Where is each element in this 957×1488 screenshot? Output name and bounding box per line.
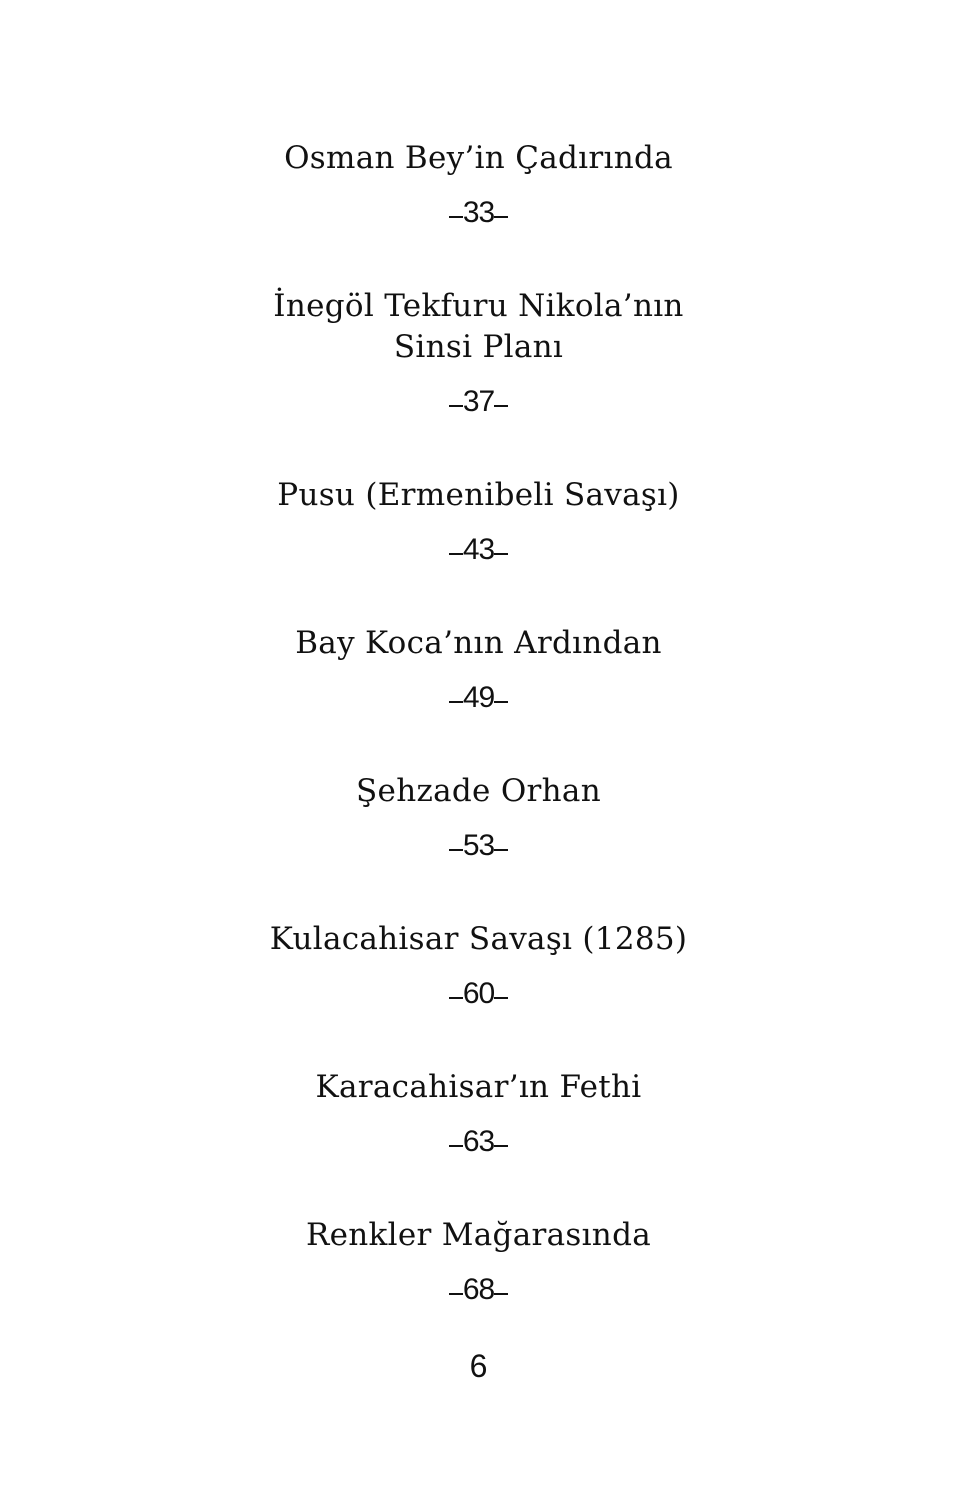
- dash-left: [449, 1293, 463, 1295]
- toc-entry-page: [0, 532, 957, 568]
- dash-right: [494, 553, 508, 555]
- toc-entry-page-number: 49: [462, 681, 495, 714]
- dash-right: [494, 216, 508, 218]
- toc-entry-page-number: 68: [462, 1273, 495, 1306]
- toc-entry-page: [0, 680, 957, 716]
- toc-entry-title: [0, 1067, 957, 1108]
- dash-right: [494, 997, 508, 999]
- toc-entry: [0, 475, 957, 568]
- toc-entry-page: [0, 828, 957, 864]
- toc-entry-page: [0, 1272, 957, 1308]
- toc-entry-title: [0, 1215, 957, 1256]
- toc-entry-title-line: Renkler Mağarasında: [305, 1217, 652, 1253]
- toc-entry: [0, 623, 957, 716]
- page-number: 6: [469, 1348, 488, 1384]
- toc-entry-page-number: 37: [462, 385, 495, 418]
- dash-left: [449, 1145, 463, 1147]
- toc-entry-title-line: İnegöl Tekfuru Nikola’nın: [273, 288, 684, 324]
- dash-right: [494, 405, 508, 407]
- toc-entry: [0, 286, 957, 420]
- toc-entry-title-line: Şehzade Orhan: [356, 773, 601, 809]
- toc-entry-page-number: 43: [462, 533, 495, 566]
- dash-left: [449, 997, 463, 999]
- toc-entry-page: [0, 384, 957, 420]
- table-of-contents: [0, 138, 957, 1308]
- dash-right: [494, 1145, 508, 1147]
- toc-entry-title-line: Karacahisar’ın Fethi: [315, 1069, 642, 1105]
- toc-entry-page-number: 33: [462, 196, 495, 229]
- toc-entry-title: [0, 919, 957, 960]
- toc-entry-title-line: Pusu (Ermenibeli Savaşı): [277, 477, 680, 513]
- toc-entry-title: [0, 771, 957, 812]
- toc-entry-title-line: Kulacahisar Savaşı (1285): [269, 921, 688, 957]
- toc-entry-page: [0, 976, 957, 1012]
- dash-left: [449, 216, 463, 218]
- toc-entry-title-line: Osman Bey’in Çadırında: [284, 140, 673, 176]
- toc-entry-page: [0, 1124, 957, 1160]
- toc-entry-page: [0, 195, 957, 231]
- dash-left: [449, 701, 463, 703]
- dash-right: [494, 701, 508, 703]
- dash-left: [449, 553, 463, 555]
- toc-entry: [0, 1215, 957, 1308]
- toc-entry-page-number: 63: [462, 1125, 495, 1158]
- dash-left: [449, 405, 463, 407]
- toc-entry-page-number: 53: [462, 829, 495, 862]
- toc-entry-page-number: 60: [462, 977, 495, 1010]
- dash-right: [494, 1293, 508, 1295]
- toc-entry-title: [0, 138, 957, 179]
- toc-entry-title: [0, 286, 957, 368]
- toc-entry-title: [0, 475, 957, 516]
- dash-right: [494, 849, 508, 851]
- toc-entry: [0, 771, 957, 864]
- toc-entry: [0, 138, 957, 231]
- toc-entry-title-line: Bay Koca’nın Ardından: [295, 625, 662, 661]
- toc-entry: [0, 1067, 957, 1160]
- toc-entry: [0, 919, 957, 1012]
- toc-entry-title-line: Sinsi Planı: [393, 329, 564, 365]
- toc-entry-title: [0, 623, 957, 664]
- dash-left: [449, 849, 463, 851]
